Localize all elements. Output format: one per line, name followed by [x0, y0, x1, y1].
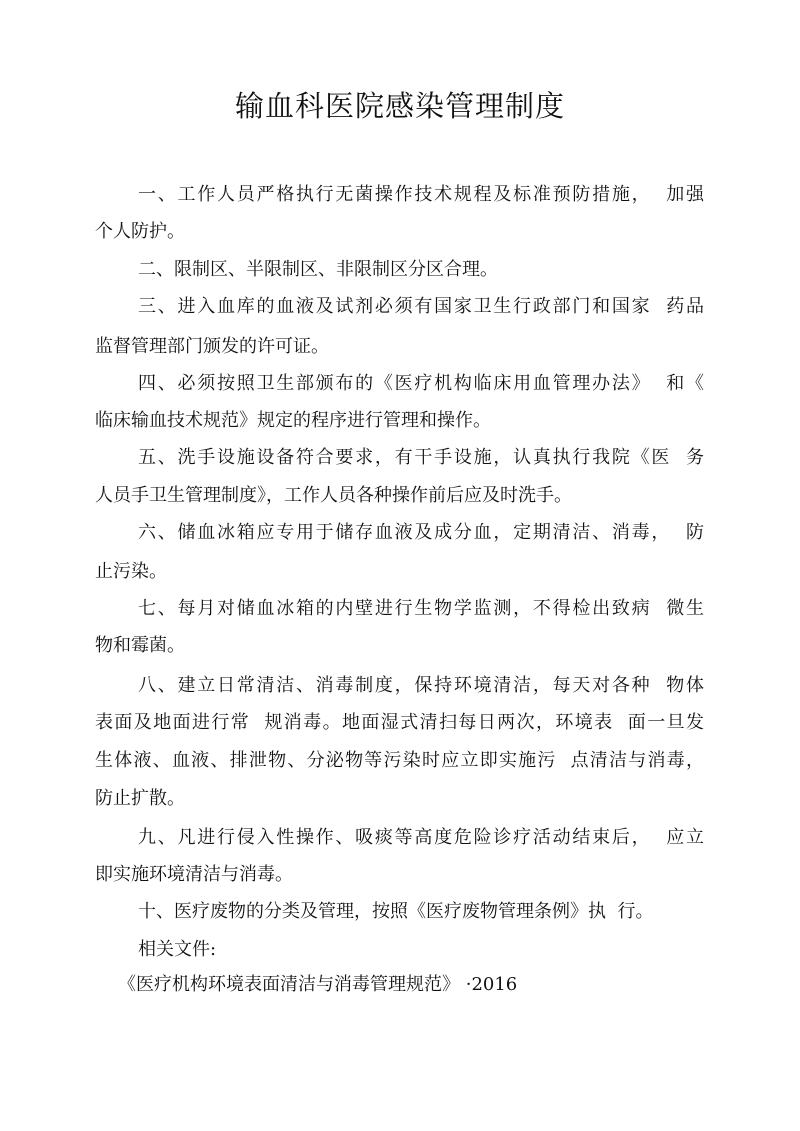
paragraph-1-line-1: 一、工作人员严格执行无菌操作技术规程及标准预防措施， 加强: [138, 184, 704, 205]
paragraph-6-line-2: 止污染。: [95, 561, 167, 582]
paragraph-4-line-2: 临床输血技术规范》规定的程序进行管理和操作。: [95, 410, 491, 431]
paragraph-10-line-1: 十、医疗废物的分类及管理，按照《医疗废物管理条例》执 行。: [138, 901, 654, 922]
paragraph-9-line-2: 即实施环境清洁与消毒。: [95, 864, 293, 885]
paragraph-7-line-2: 物和霉菌。: [95, 635, 185, 656]
paragraph-7-line-1: 七、每月对储血冰箱的内壁进行生物学监测，不得检出致病 微生: [138, 598, 704, 619]
paragraph-4-line-1: 四、必须按照卫生部颁布的《医疗机构临床用血管理办法》 和《: [138, 373, 704, 394]
paragraph-8-line-3: 生体液、血液、排泄物、分泌物等污染时应立即实施污 点清洁与消毒，: [95, 750, 704, 771]
paragraph-2-line-1: 二、限制区、半限制区、非限制区分区合理。: [138, 259, 498, 280]
related-files-label: 相关文件:: [138, 939, 217, 960]
paragraph-1-line-2: 个人防护。: [95, 221, 185, 242]
related-file-reference: 《医疗机构环境表面清洁与消毒管理规范》 ·2016: [118, 974, 518, 995]
paragraph-3-line-2: 监督管理部门颁发的许可证。: [95, 336, 329, 357]
paragraph-6-line-1: 六、储血冰箱应专用于储存血液及成分血，定期清洁、消毒， 防: [138, 522, 704, 543]
paragraph-5-line-1: 五、洗手设施设备符合要求，有干手设施，认真执行我院《医 务: [138, 447, 704, 468]
paragraph-8-line-2: 表面及地面进行常 规消毒。地面湿式清扫每日两次，环境表 面一旦发: [95, 712, 704, 733]
document-title: 输血科医院感染管理制度: [234, 89, 565, 123]
paragraph-5-line-2: 人员手卫生管理制度》，工作人员各种操作前后应及时洗手。: [95, 485, 572, 506]
paragraph-9-line-1: 九、凡进行侵入性操作、吸痰等高度危险诊疗活动结束后， 应立: [138, 827, 704, 848]
paragraph-8-line-1: 八、建立日常清洁、消毒制度，保持环境清洁，每天对各种 物体: [138, 675, 704, 696]
paragraph-8-line-4: 防止扩散。: [95, 788, 185, 809]
paragraph-3-line-1: 三、进入血库的血液及试剂必须有国家卫生行政部门和国家 药品: [138, 296, 704, 317]
